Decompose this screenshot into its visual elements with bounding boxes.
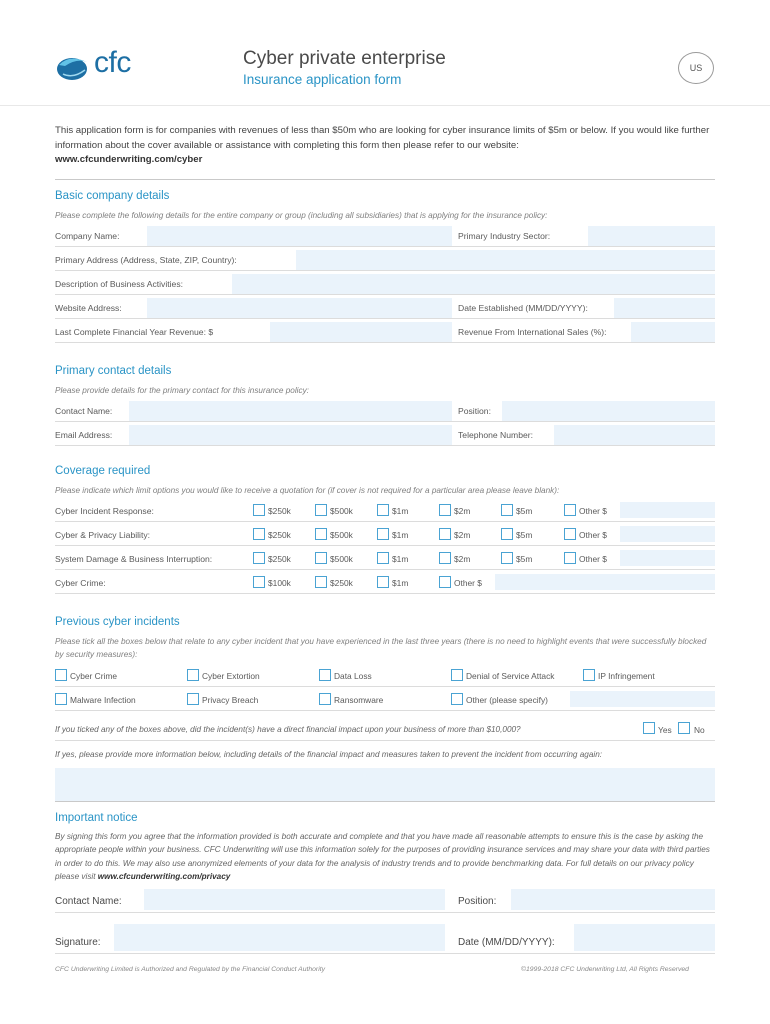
section-divider — [55, 179, 715, 180]
industry-sector-label: Primary Industry Sector: — [458, 231, 551, 241]
coverage-note: Please indicate which limit options you would like to receive a quotation for (if cover is not required for a particular area please leave blank): — [55, 486, 560, 495]
coverage-checkbox[interactable] — [253, 528, 265, 540]
company-name-label: Company Name: — [55, 231, 120, 241]
row-divider — [55, 421, 715, 422]
coverage-option-label: $250k — [268, 530, 291, 540]
row-divider — [55, 740, 715, 741]
sign-position-input[interactable] — [511, 889, 715, 910]
coverage-option-label: $500k — [330, 530, 353, 540]
contact-details-title: Primary contact details — [55, 365, 172, 377]
incident-checkbox[interactable] — [55, 693, 67, 705]
revenue-input[interactable] — [270, 322, 452, 342]
notice-text: By signing this form you agree that the information provided is both accurate and complete and that you have made all reasonable attempts to ensure this is the case by asking the appropriate people within your business. CFC Underwriting will use this information solely for the purposes of providing insurance services and may share your data with third parties in order to do this. We may also use anonymized elements of your data for the analysis of industry trends and to provide benchmarking data. For full details on our privacy policy please visit — [55, 832, 710, 881]
row-divider — [55, 270, 715, 271]
row-divider — [55, 445, 715, 446]
impact-no-label: No — [694, 725, 705, 735]
sign-contact-name-label: Contact Name: — [55, 896, 122, 907]
coverage-other-input[interactable] — [620, 502, 715, 518]
contact-name-label: Contact Name: — [55, 406, 113, 416]
impact-question: If you ticked any of the boxes above, did the incident(s) have a direct financial impact upon your business of more than $10,000? — [55, 725, 521, 734]
incident-option-label: Data Loss — [334, 671, 372, 681]
incident-option-label: Cyber Extortion — [202, 671, 260, 681]
email-label: Email Address: — [55, 430, 113, 440]
coverage-option-label: $2m — [454, 554, 471, 564]
coverage-option-label: Other $ — [454, 578, 482, 588]
basic-details-title: Basic company details — [55, 190, 170, 202]
basic-details-note: Please complete the following details for the entire company or group (including all subsidiaries) that is applying for the insurance policy: — [55, 211, 548, 220]
business-description-label: Description of Business Activities: — [55, 279, 184, 289]
coverage-checkbox[interactable] — [439, 552, 451, 564]
notice-title: Important notice — [55, 812, 138, 824]
coverage-checkbox[interactable] — [501, 552, 513, 564]
industry-sector-input[interactable] — [588, 226, 715, 246]
privacy-link[interactable]: www.cfcunderwriting.com/privacy — [97, 871, 231, 881]
incident-checkbox[interactable] — [319, 693, 331, 705]
contact-position-label: Position: — [458, 406, 491, 416]
row-divider — [55, 246, 715, 247]
coverage-checkbox[interactable] — [564, 552, 576, 564]
coverage-checkbox[interactable] — [253, 576, 265, 588]
row-divider — [55, 953, 715, 954]
coverage-option-label: $250k — [330, 578, 353, 588]
coverage-option-label: $2m — [454, 506, 471, 516]
incident-option-label: Denial of Service Attack — [466, 671, 555, 681]
incidents-title: Previous cyber incidents — [55, 616, 180, 628]
coverage-row-label: Cyber Incident Response: — [55, 506, 154, 516]
coverage-checkbox[interactable] — [501, 504, 513, 516]
notice-paragraph — [55, 830, 717, 883]
website-link[interactable]: www.cfcunderwriting.com/cyber — [55, 154, 203, 165]
coverage-title: Coverage required — [55, 465, 151, 477]
telephone-input[interactable] — [554, 425, 715, 445]
coverage-row-label: Cyber Crime: — [55, 578, 106, 588]
page-title: Cyber private enterprise — [243, 48, 446, 69]
incident-checkbox[interactable] — [187, 669, 199, 681]
incident-checkbox[interactable] — [187, 693, 199, 705]
coverage-option-label: $1m — [392, 506, 409, 516]
impact-yes-checkbox[interactable] — [643, 722, 655, 734]
address-input[interactable] — [296, 250, 715, 270]
intro-paragraph — [55, 124, 715, 168]
incident-other-input[interactable] — [570, 691, 715, 707]
row-divider — [55, 521, 715, 522]
row-divider — [55, 545, 715, 546]
coverage-checkbox[interactable] — [315, 552, 327, 564]
incident-checkbox[interactable] — [583, 669, 595, 681]
coverage-checkbox[interactable] — [315, 504, 327, 516]
contact-name-input[interactable] — [129, 401, 452, 421]
signature-label: Signature: — [55, 937, 101, 948]
email-input[interactable] — [129, 425, 452, 445]
coverage-option-label: $2m — [454, 530, 471, 540]
incident-option-label: Privacy Breach — [202, 695, 259, 705]
incident-checkbox[interactable] — [451, 669, 463, 681]
coverage-option-label: Other $ — [579, 506, 607, 516]
coverage-other-input[interactable] — [495, 574, 715, 590]
coverage-checkbox[interactable] — [439, 504, 451, 516]
telephone-label: Telephone Number: — [458, 430, 534, 440]
incident-option-label: Ransomware — [334, 695, 384, 705]
impact-no-checkbox[interactable] — [678, 722, 690, 734]
coverage-option-label: $500k — [330, 506, 353, 516]
coverage-option-label: Other $ — [579, 530, 607, 540]
cfc-logo-icon — [55, 52, 91, 82]
coverage-other-input[interactable] — [620, 550, 715, 566]
website-input[interactable] — [147, 298, 452, 318]
contact-details-note: Please provide details for the primary contact for this insurance policy: — [55, 386, 309, 395]
incident-option-label: Other (please specify) — [466, 695, 548, 705]
coverage-option-label: $5m — [516, 506, 533, 516]
incidents-note: Please tick all the boxes below that relate to any cyber incident that you have experienced in the last three years (there is no need to highlight events that were successfully blocked by security measures): — [55, 637, 707, 659]
coverage-checkbox[interactable] — [315, 576, 327, 588]
incident-checkbox[interactable] — [451, 693, 463, 705]
coverage-checkbox[interactable] — [439, 576, 451, 588]
header-divider — [0, 105, 770, 106]
coverage-checkbox[interactable] — [377, 504, 389, 516]
row-divider — [55, 294, 715, 295]
footer-regulation-text: CFC Underwriting Limited is Authorized and Regulated by the Financial Conduct Authority — [55, 966, 325, 973]
coverage-option-label: Other $ — [579, 554, 607, 564]
sign-position-label: Position: — [458, 896, 497, 907]
business-description-input[interactable] — [232, 274, 715, 294]
sign-date-input[interactable] — [574, 924, 715, 951]
coverage-option-label: $250k — [268, 554, 291, 564]
incident-checkbox[interactable] — [55, 669, 67, 681]
coverage-checkbox[interactable] — [564, 504, 576, 516]
coverage-checkbox[interactable] — [377, 552, 389, 564]
company-name-input[interactable] — [147, 226, 452, 246]
coverage-checkbox[interactable] — [253, 552, 265, 564]
coverage-option-label: $1m — [392, 530, 409, 540]
incident-checkbox[interactable] — [319, 669, 331, 681]
row-divider — [55, 342, 715, 343]
incident-option-label: IP Infringement — [598, 671, 655, 681]
coverage-row-label: System Damage & Business Interruption: — [55, 554, 213, 564]
row-divider — [55, 686, 715, 687]
incident-option-label: Cyber Crime — [70, 671, 117, 681]
details-prompt: If yes, please provide more information below, including details of the financial impact and measures taken to prevent the incident from occurring again: — [55, 750, 603, 759]
row-divider — [55, 912, 715, 913]
region-badge: US — [678, 52, 714, 84]
signature-input[interactable] — [114, 924, 445, 951]
coverage-option-label: $500k — [330, 554, 353, 564]
coverage-option-label: $100k — [268, 578, 291, 588]
coverage-checkbox[interactable] — [564, 528, 576, 540]
row-divider — [55, 593, 715, 594]
row-divider — [55, 569, 715, 570]
coverage-checkbox[interactable] — [501, 528, 513, 540]
intro-text: This application form is for companies with revenues of less than $50m who are looking for cyber insurance limits of $5m or below. If you would like further information about the cover available or assistance with completing this form then please refer to our website: — [55, 125, 710, 151]
revenue-label: Last Complete Financial Year Revenue: $ — [55, 327, 214, 337]
incident-option-label: Malware Infection — [70, 695, 136, 705]
incident-details-textarea[interactable] — [55, 768, 715, 801]
sign-date-label: Date (MM/DD/YYYY): — [458, 937, 555, 948]
sign-contact-name-input[interactable] — [144, 889, 445, 910]
coverage-option-label: $5m — [516, 554, 533, 564]
page-subtitle: Insurance application form — [243, 72, 402, 87]
coverage-option-label: $1m — [392, 578, 409, 588]
brand-logo-text: cfc — [94, 46, 131, 79]
coverage-row-label: Cyber & Privacy Liability: — [55, 530, 151, 540]
address-label: Primary Address (Address, State, ZIP, Country): — [55, 255, 237, 265]
coverage-option-label: $5m — [516, 530, 533, 540]
coverage-option-label: $250k — [268, 506, 291, 516]
coverage-checkbox[interactable] — [439, 528, 451, 540]
website-label: Website Address: — [55, 303, 122, 313]
coverage-checkbox[interactable] — [377, 576, 389, 588]
date-established-input[interactable] — [614, 298, 715, 318]
contact-position-input[interactable] — [502, 401, 715, 421]
impact-yes-label: Yes — [658, 725, 672, 735]
row-divider — [55, 318, 715, 319]
coverage-checkbox[interactable] — [315, 528, 327, 540]
row-divider — [55, 710, 715, 711]
intl-revenue-label: Revenue From International Sales (%): — [458, 327, 607, 337]
date-established-label: Date Established (MM/DD/YYYY): — [458, 303, 588, 313]
coverage-checkbox[interactable] — [253, 504, 265, 516]
coverage-option-label: $1m — [392, 554, 409, 564]
coverage-other-input[interactable] — [620, 526, 715, 542]
coverage-checkbox[interactable] — [377, 528, 389, 540]
intl-revenue-input[interactable] — [631, 322, 715, 342]
row-divider — [55, 801, 715, 802]
footer-copyright-text: ©1999-2018 CFC Underwriting Ltd, All Rights Reserved — [521, 966, 689, 973]
